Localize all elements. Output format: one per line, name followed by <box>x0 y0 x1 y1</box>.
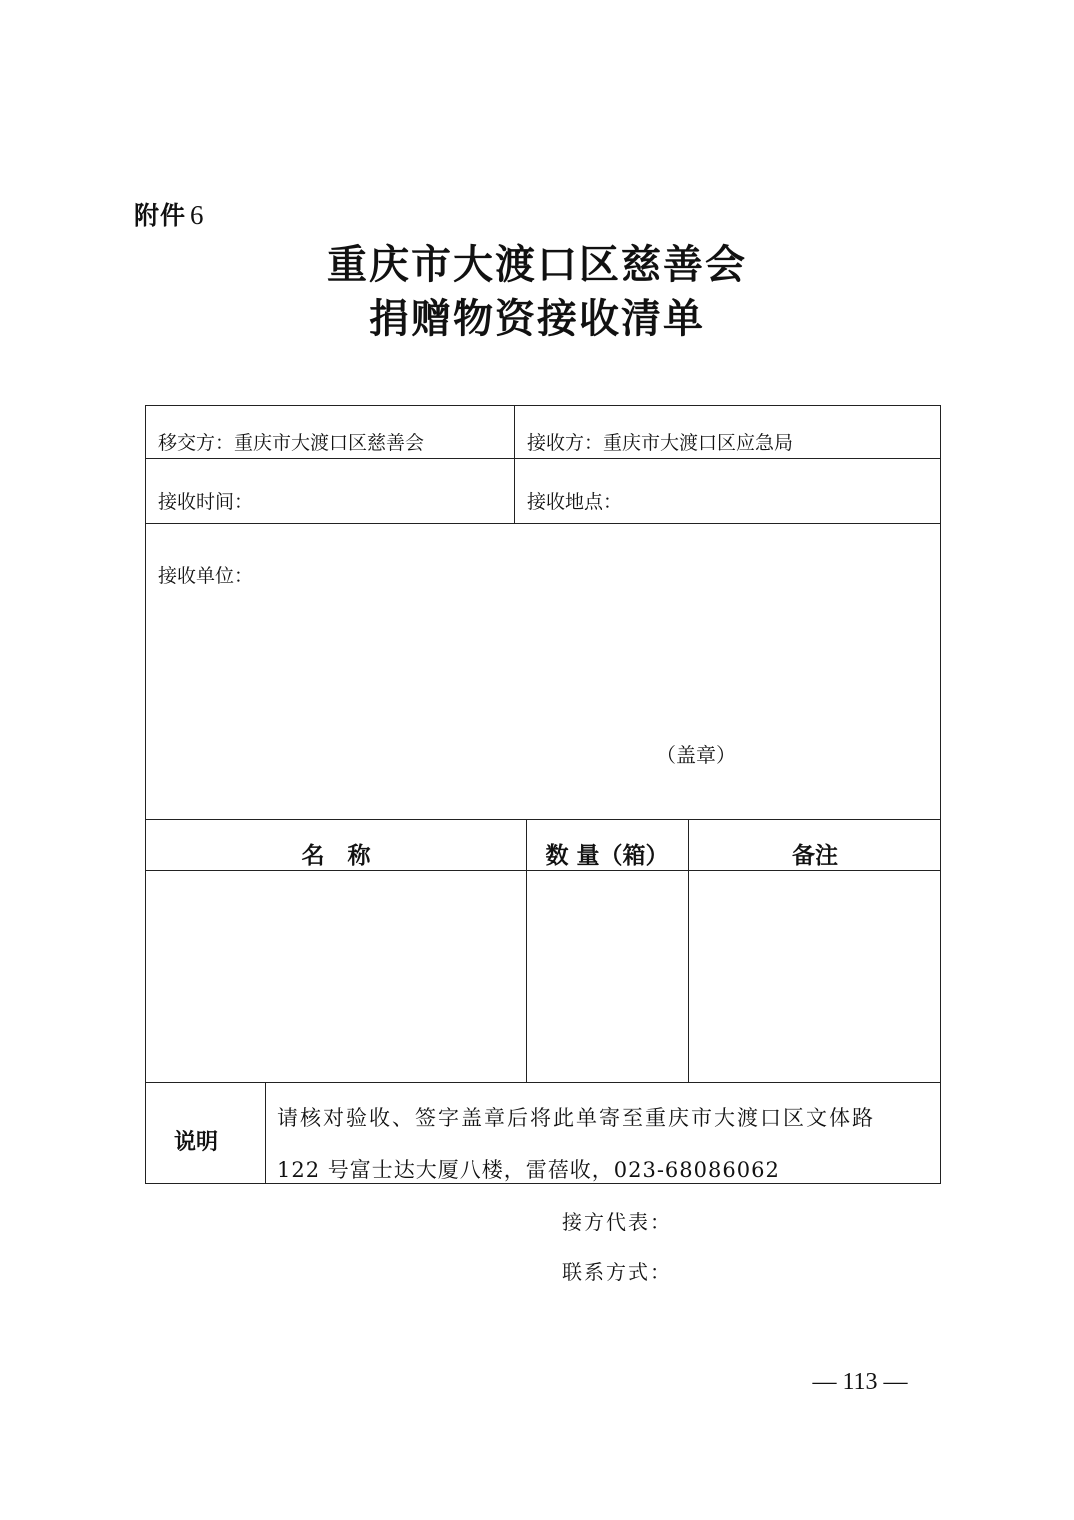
column-header-remarks: 备注 <box>792 843 838 869</box>
receive-time-field: 接收时间： <box>158 491 254 513</box>
row-divider <box>146 870 940 871</box>
attachment-label-text: 附件 <box>134 201 187 230</box>
row-divider <box>146 819 940 820</box>
note-line-1: 请核对验收、签字盖章后将此单寄至重庆市大渡口区文体路 <box>277 1106 875 1130</box>
attachment-number: 6 <box>190 200 205 230</box>
receipt-form-table <box>145 405 941 1184</box>
row-divider <box>146 523 940 524</box>
column-divider <box>514 406 515 523</box>
page-number: — 113 — <box>812 1369 908 1395</box>
receiver-field: 接收方：重庆市大渡口区应急局 <box>527 432 794 454</box>
note-line-2: 122 号富士达大厦八楼，雷蓓收，023-68086062 <box>277 1158 780 1182</box>
column-divider <box>265 1082 266 1184</box>
seal-placeholder: （盖章） <box>656 743 736 767</box>
document-title-line2: 捐赠物资接收清单 <box>369 295 705 342</box>
column-header-quantity: 数 量（箱） <box>545 843 669 869</box>
attachment-label <box>134 196 205 232</box>
note-label: 说明 <box>173 1130 218 1155</box>
representative-field: 接方代表： <box>562 1210 672 1234</box>
row-divider <box>146 458 940 459</box>
contact-field: 联系方式： <box>562 1260 672 1284</box>
transferor-field: 移交方：重庆市大渡口区慈善会 <box>158 432 425 454</box>
receive-place-field: 接收地点： <box>527 491 623 513</box>
receive-unit-field: 接收单位： <box>158 565 254 587</box>
column-header-name: 名 称 <box>301 843 371 869</box>
document-title-line1: 重庆市大渡口区慈善会 <box>327 241 747 288</box>
